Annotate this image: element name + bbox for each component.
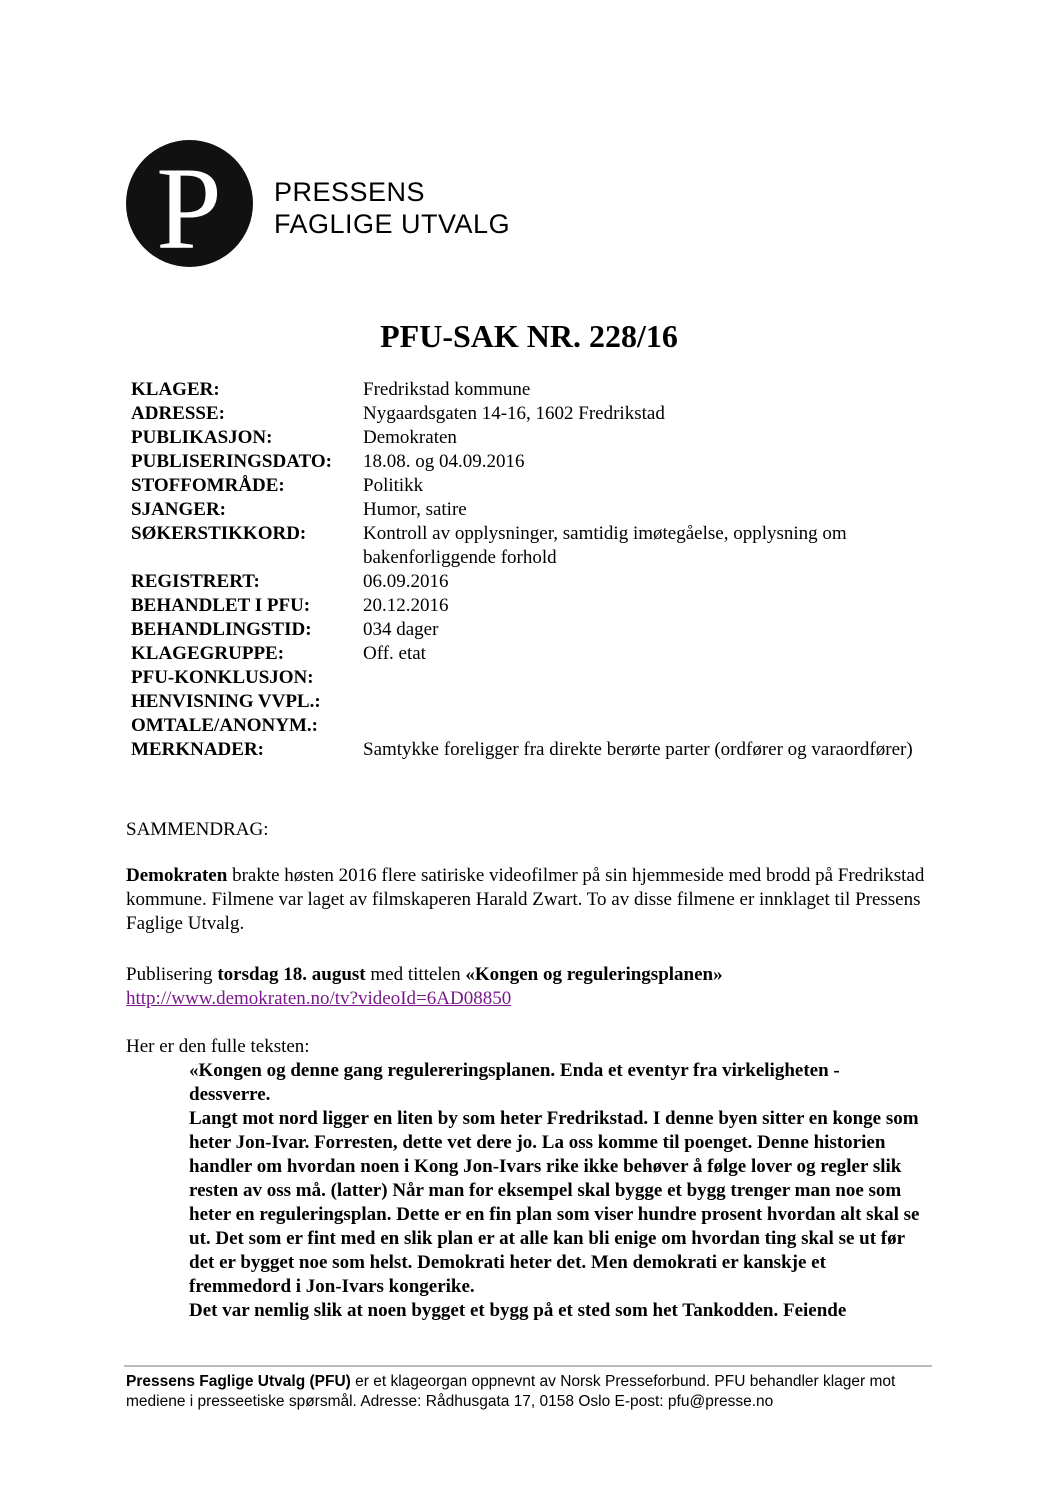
meta-row bbox=[131, 618, 951, 642]
meta-row bbox=[131, 378, 951, 402]
meta-value: Off. etat bbox=[363, 643, 426, 664]
meta-value bbox=[363, 714, 951, 738]
meta-key: PUBLIKASJON: bbox=[131, 427, 273, 448]
meta-value: Fredrikstad kommune bbox=[363, 379, 531, 400]
meta-key: BEHANDLINGSTID: bbox=[131, 619, 312, 640]
meta-row bbox=[131, 450, 951, 474]
meta-value: 06.09.2016 bbox=[363, 571, 449, 592]
meta-key: STOFFOMRÅDE: bbox=[131, 475, 285, 496]
footer bbox=[126, 1372, 936, 1412]
meta-value: 034 dager bbox=[363, 619, 439, 640]
meta-value: Politikk bbox=[363, 475, 424, 496]
meta-value: Nygaardsgaten 14-16, 1602 Fredrikstad bbox=[363, 403, 665, 424]
pfu-logo bbox=[126, 140, 511, 270]
meta-value bbox=[363, 690, 951, 714]
summary-heading: SAMMENDRAG: bbox=[126, 819, 269, 840]
video-title: «Kongen og reguleringsplanen» bbox=[465, 964, 723, 985]
meta-value: Humor, satire bbox=[363, 499, 467, 520]
summary-paragraph bbox=[126, 864, 941, 936]
quoted-transcript bbox=[189, 1059, 924, 1323]
publication-name: Demokraten bbox=[126, 865, 228, 886]
meta-value: 20.12.2016 bbox=[363, 595, 449, 616]
meta-row bbox=[131, 690, 951, 714]
logo-letter: P bbox=[156, 143, 222, 267]
meta-key: SØKERSTIKKORD: bbox=[131, 523, 307, 544]
video-link[interactable]: http://www.demokraten.no/tv?videoId=6AD08850 bbox=[126, 988, 512, 1009]
meta-key: BEHANDLET I PFU: bbox=[131, 595, 311, 616]
publication-paragraph bbox=[126, 963, 941, 1011]
meta-row bbox=[131, 570, 951, 594]
meta-row bbox=[131, 426, 951, 450]
meta-row bbox=[131, 498, 951, 522]
meta-value: Samtykke foreligger fra direkte berørte parter (ordfører og varaordfører) bbox=[363, 739, 913, 760]
pfu-logo-mark bbox=[126, 140, 253, 267]
meta-row bbox=[131, 642, 951, 666]
meta-value: 18.08. og 04.09.2016 bbox=[363, 451, 525, 472]
meta-row bbox=[131, 402, 951, 426]
footer-org-name: Pressens Faglige Utvalg (PFU) bbox=[126, 1373, 351, 1390]
meta-key: MERKNADER: bbox=[131, 739, 264, 760]
meta-key: HENVISNING VVPL.: bbox=[131, 691, 321, 712]
case-title: PFU-SAK NR. 228/16 bbox=[380, 318, 678, 354]
full-text-intro: Her er den fulle teksten: bbox=[126, 1036, 310, 1057]
meta-row bbox=[131, 522, 951, 570]
paragraph-middle: med tittelen bbox=[365, 964, 466, 985]
logo-line-1: PRESSENS bbox=[274, 177, 426, 207]
meta-key: REGISTRERT: bbox=[131, 571, 260, 592]
meta-value: Kontroll av opplysninger, samtidig imøtegåelse, opplysning om bakenforliggende forhold bbox=[363, 523, 847, 568]
quote-paragraph: Langt mot nord ligger en liten by som heter Fredrikstad. I denne byen sitter en konge som heter Jon-Ivar. Forresten, dette vet dere jo. La oss komme til poenget. Denne historien handler om hvordan noen i Kong Jon-Ivars rike ikke behøver å følge lover og regler slik resten av oss må. (latter) Når man for eksempel skal bygge et bygg trenger man noe som heter en reguleringsplan. Dette er en fin plan som viser hundre prosent hvordan alt skal se ut. Det som er fint med en slik plan er at alle kan bli enige om hvordan ting skal se ut før det er bygget noe som helst. Demokrati heter det. Men demokrati er kanskje et fremmedord i Jon-Ivars kongerike. bbox=[189, 1108, 920, 1297]
meta-value: Demokraten bbox=[363, 427, 457, 448]
publication-date: torsdag 18. august bbox=[217, 964, 366, 985]
meta-row bbox=[131, 666, 951, 690]
meta-value bbox=[363, 666, 951, 690]
footer-text: er et klageorgan oppnevnt av Norsk Presseforbund. PFU behandler klager mot mediene i presseetiske spørsmål. Adresse: Rådhusgata 17, 0158 Oslo E-post: pfu@presse.no bbox=[126, 1373, 896, 1410]
logo-line-2: FAGLIGE UTVALG bbox=[274, 209, 511, 239]
paragraph-lead: Publisering bbox=[126, 964, 218, 985]
meta-row bbox=[131, 738, 951, 762]
meta-key: ADRESSE: bbox=[131, 403, 225, 424]
meta-key: SJANGER: bbox=[131, 499, 227, 520]
meta-key: PUBLISERINGSDATO: bbox=[131, 451, 332, 472]
meta-key: OMTALE/ANONYM.: bbox=[131, 715, 318, 736]
paragraph-text: brakte høsten 2016 flere satiriske videofilmer på sin hjemmeside med brodd på Fredrikstad kommune. Filmene var laget av filmskaperen Harald Zwart. To av disse filmene er innklaget til Pressens Faglige Utvalg. bbox=[126, 865, 925, 934]
quote-paragraph: Det var nemlig slik at noen bygget et bygg på et sted som het Tankodden. Feiende bbox=[189, 1300, 847, 1321]
meta-row bbox=[131, 714, 951, 738]
meta-key: KLAGER: bbox=[131, 379, 220, 400]
footer-divider bbox=[124, 1365, 932, 1367]
meta-row bbox=[131, 594, 951, 618]
logo-wordmark bbox=[274, 176, 510, 240]
quote-paragraph: «Kongen og denne gang regulereringsplanen. Enda et eventyr fra virkeligheten - dessverre. bbox=[189, 1060, 840, 1105]
meta-key: KLAGEGRUPPE: bbox=[131, 643, 285, 664]
meta-row bbox=[131, 474, 951, 498]
meta-key: PFU-KONKLUSJON: bbox=[131, 667, 314, 688]
case-metadata bbox=[131, 378, 951, 762]
